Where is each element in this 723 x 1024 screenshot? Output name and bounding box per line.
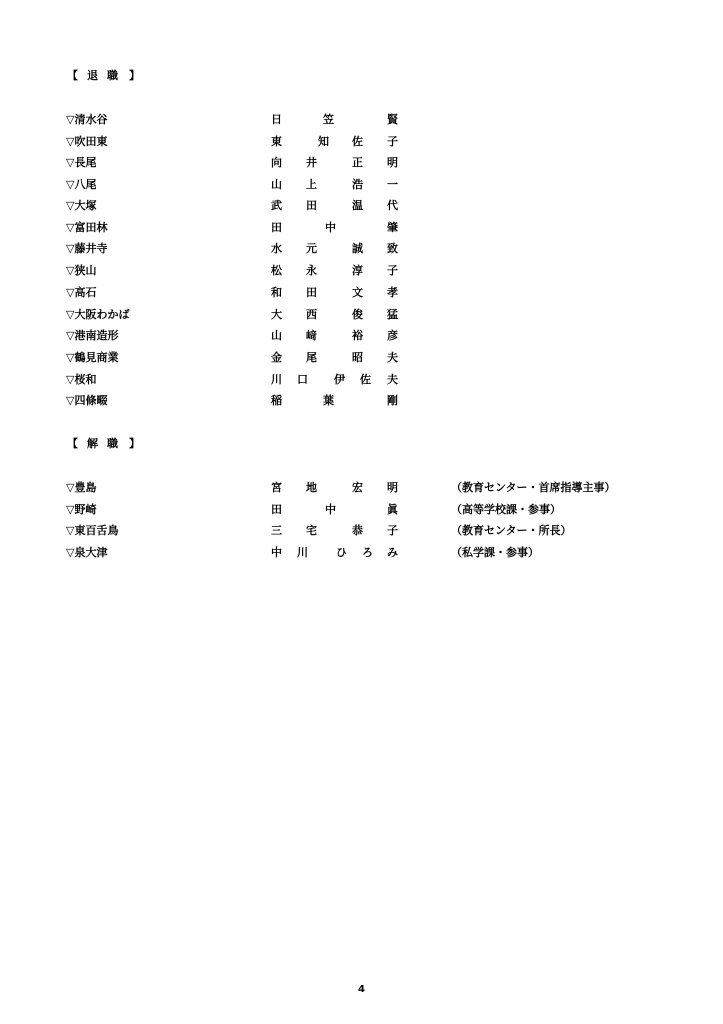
person-name-char: 浩 [352, 178, 363, 191]
person-name-char: 伊 [334, 373, 345, 386]
person-name-char: 田 [271, 503, 282, 516]
heading-bracket-open: 【 [67, 437, 78, 450]
person-name-char: 元 [306, 242, 317, 255]
list-item [0, 503, 723, 517]
person-name-char: 三 [271, 524, 282, 537]
person-name-char: 誠 [352, 242, 363, 255]
school-name: ▽八尾 [66, 178, 97, 191]
school-name: ▽大塚 [66, 199, 97, 212]
list-item [0, 113, 723, 127]
person-name-char: 恭 [352, 524, 363, 537]
person-name-char: 﨑 [306, 329, 317, 342]
school-name: ▽豊島 [66, 481, 97, 494]
school-name: ▽清水谷 [66, 113, 108, 126]
person-name-char: 中 [325, 221, 336, 234]
list-item [0, 156, 723, 170]
school-name: ▽鶴見商業 [66, 351, 119, 364]
list-item [0, 135, 723, 149]
person-name-char: 笠 [323, 113, 334, 126]
person-name-char: 佐 [352, 135, 363, 148]
heading-char: 職 [107, 69, 118, 82]
former-post-note: （教育センター・首席指導主事） [451, 481, 616, 494]
person-name-char: 知 [318, 135, 329, 148]
person-name-char: 温 [352, 199, 363, 212]
heading-char: 退 [87, 69, 98, 82]
person-name-char: 致 [387, 242, 398, 255]
list-item [0, 481, 723, 495]
person-name-char: 田 [271, 221, 282, 234]
list-item [0, 524, 723, 538]
person-name-char: 彦 [387, 329, 398, 342]
school-name: ▽野崎 [66, 503, 97, 516]
person-name-char: 山 [271, 178, 282, 191]
person-name-char: 剛 [387, 394, 398, 407]
former-post-note: （高等学校課・参事） [451, 503, 561, 516]
person-name-char: 東 [271, 135, 282, 148]
list-item [0, 546, 723, 560]
school-name: ▽港南造形 [66, 329, 119, 342]
person-name-char: ろ [362, 546, 373, 559]
list-item [0, 308, 723, 322]
person-name-char: 俊 [352, 308, 363, 321]
person-name-char: 武 [271, 199, 282, 212]
school-name: ▽富田林 [66, 221, 108, 234]
person-name-char: 孝 [387, 286, 398, 299]
person-name-char: 金 [271, 351, 282, 364]
person-name-char: ひ [336, 546, 347, 559]
list-item [0, 329, 723, 343]
heading-char: 解 [87, 437, 98, 450]
person-name-char: 肇 [387, 221, 398, 234]
person-name-char: 日 [271, 113, 282, 126]
person-name-char: 一 [387, 178, 398, 191]
person-name-char: 水 [271, 242, 282, 255]
person-name-char: 裕 [352, 329, 363, 342]
list-item [0, 264, 723, 278]
school-name: ▽高石 [66, 286, 97, 299]
person-name-char: 西 [306, 308, 317, 321]
school-name: ▽長尾 [66, 156, 97, 169]
person-name-char: 賢 [387, 113, 398, 126]
former-post-note: （教育センター・所長） [451, 524, 572, 537]
person-name-char: み [387, 546, 398, 559]
heading-bracket-close: 】 [129, 69, 140, 82]
heading-char: 職 [107, 437, 118, 450]
person-name-char: 山 [271, 329, 282, 342]
school-name: ▽東百舌鳥 [66, 524, 119, 537]
person-name-char: 向 [271, 156, 282, 169]
page-number: 4 [358, 984, 365, 995]
person-name-char: 明 [387, 481, 398, 494]
person-name-char: 井 [306, 156, 317, 169]
person-name-char: 尾 [306, 351, 317, 364]
school-name: ▽吹田東 [66, 135, 108, 148]
person-name-char: 代 [387, 199, 398, 212]
person-name-char: 佐 [360, 373, 371, 386]
person-name-char: 夫 [387, 373, 398, 386]
school-name: ▽桜和 [66, 373, 97, 386]
person-name-char: 田 [306, 286, 317, 299]
heading-bracket-close: 】 [129, 437, 140, 450]
person-name-char: 中 [271, 546, 282, 559]
person-name-char: 正 [352, 156, 363, 169]
list-item [0, 221, 723, 235]
person-name-char: 川 [271, 373, 282, 386]
person-name-char: 地 [306, 481, 317, 494]
former-post-note: （私学課・参事） [451, 546, 539, 559]
person-name-char: 宮 [271, 481, 282, 494]
person-name-char: 明 [387, 156, 398, 169]
list-item [0, 373, 723, 387]
person-name-char: 文 [352, 286, 363, 299]
person-name-char: 和 [271, 286, 282, 299]
person-name-char: 宅 [306, 524, 317, 537]
school-name: ▽藤井寺 [66, 242, 108, 255]
person-name-char: 宏 [352, 481, 363, 494]
list-item [0, 286, 723, 300]
person-name-char: 松 [271, 264, 282, 277]
person-name-char: 口 [297, 373, 308, 386]
person-name-char: 川 [297, 546, 308, 559]
person-name-char: 猛 [387, 308, 398, 321]
person-name-char: 田 [306, 199, 317, 212]
person-name-char: 上 [306, 178, 317, 191]
person-name-char: 昭 [352, 351, 363, 364]
person-name-char: 稲 [271, 394, 282, 407]
list-item [0, 351, 723, 365]
list-item [0, 394, 723, 408]
list-item [0, 199, 723, 213]
person-name-char: 眞 [387, 503, 398, 516]
person-name-char: 中 [325, 503, 336, 516]
school-name: ▽四條畷 [66, 394, 108, 407]
person-name-char: 子 [387, 135, 398, 148]
school-name: ▽大阪わかば [66, 308, 130, 321]
person-name-char: 淳 [352, 264, 363, 277]
person-name-char: 永 [306, 264, 317, 277]
person-name-char: 夫 [387, 351, 398, 364]
person-name-char: 大 [271, 308, 282, 321]
school-name: ▽泉大津 [66, 546, 108, 559]
school-name: ▽狭山 [66, 264, 97, 277]
list-item [0, 178, 723, 192]
list-item [0, 242, 723, 256]
person-name-char: 葉 [323, 394, 334, 407]
person-name-char: 子 [387, 264, 398, 277]
heading-bracket-open: 【 [67, 69, 78, 82]
person-name-char: 子 [387, 524, 398, 537]
